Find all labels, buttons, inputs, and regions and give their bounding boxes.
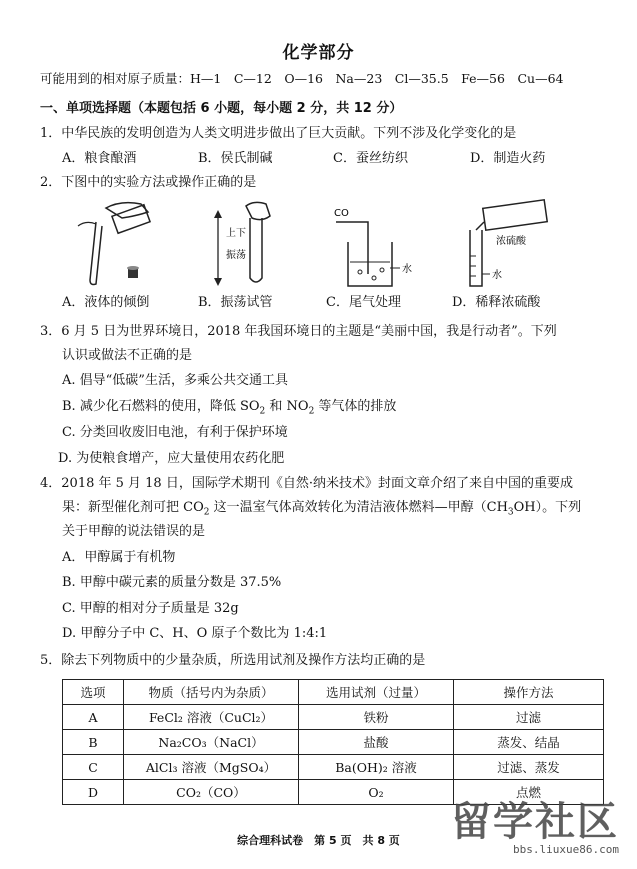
table-cell-reagent: O₂ — [299, 780, 454, 805]
q3-option-c: C. 分类回收废旧电池，有利于保护环境 — [62, 425, 288, 440]
table-cell-reagent: 盐酸 — [299, 730, 454, 755]
q3-stem-line2: 认识或做法不正确的是 — [62, 348, 193, 363]
q4-option-c: C. 甲醇的相对分子质量是 32g — [62, 601, 239, 616]
table-header-cell: 操作方法 — [454, 680, 604, 705]
watermark-text: 留学社区 — [451, 799, 619, 845]
q4-stem-line3: 关于甲醇的说法错误的是 — [62, 524, 206, 539]
page-footer: 综合理科试卷 第 5 页 共 8 页 — [237, 834, 400, 847]
q3-option-b: B. 减少化石燃料的使用，降低 $SO_2$ 和 $NO_2$ 等气体的排放 — [62, 399, 397, 417]
fig-b-label-updown: 上下 — [226, 228, 246, 239]
fig-c-water-label: 水 — [402, 264, 412, 275]
table-cell-option: D — [63, 780, 124, 805]
q1-option-c: C．蚕丝纺织 — [333, 151, 408, 166]
table-row — [63, 755, 604, 780]
figure-liquid-pouring — [66, 196, 166, 286]
q2-option-b: B．振荡试管 — [198, 295, 273, 310]
table-header-row — [63, 680, 604, 705]
figure-shaking-tube — [196, 196, 296, 288]
q5-stem: 5．除去下列物质中的少量杂质，所选用试剂及操作方法均正确的是 — [40, 653, 426, 668]
table-cell-reagent: 铁粉 — [299, 705, 454, 730]
table-cell-reagent: Ba(OH)₂ 溶液 — [299, 755, 454, 780]
table-cell-option: B — [63, 730, 124, 755]
fig-d-water-label: 水 — [492, 270, 502, 281]
table-cell-substance: CO₂（CO） — [124, 780, 299, 805]
table-header-cell: 物质（括号内为杂质） — [124, 680, 299, 705]
q2-option-c: C．尾气处理 — [326, 295, 401, 310]
q4-stem-line1: 4．2018 年 5 月 18 日，国际学术期刊《自然·纳米技术》封面文章介绍了来自中国的重要成 — [40, 476, 573, 491]
q4-option-a: A．甲醇属于有机物 — [62, 550, 176, 565]
page-title: 化学部分 — [282, 43, 355, 63]
table-row — [63, 705, 604, 730]
fig-d-acid-label: 浓硫酸 — [496, 236, 526, 247]
table-cell-substance: FeCl₂ 溶液（CuCl₂） — [124, 705, 299, 730]
table-header-cell: 选项 — [63, 680, 124, 705]
q2-option-d: D．稀释浓硫酸 — [452, 295, 541, 310]
table-cell-method: 点燃 — [454, 780, 604, 805]
watermark-url: bbs.liuxue86.com — [513, 843, 619, 856]
q1-option-a: A．粮食酿酒 — [62, 151, 137, 166]
q4-stem-line2: 果：新型催化剂可把 $CO_2$ 这一温室气体高效转化为清洁液体燃料—甲醇$(CH_3OH)$。下列 — [62, 500, 582, 518]
q2-stem: 2．下图中的实验方法或操作正确的是 — [40, 175, 257, 190]
table-cell-method: 蒸发、结晶 — [454, 730, 604, 755]
table-cell-method: 过滤、蒸发 — [454, 755, 604, 780]
q1-option-d: D．制造火药 — [470, 151, 546, 166]
figure-dilute-acid — [448, 196, 568, 292]
table-row — [63, 730, 604, 755]
table-cell-method: 过滤 — [454, 705, 604, 730]
fig-c-gas-label: CO — [334, 208, 349, 219]
section-heading: 一、单项选择题（本题包括 6 小题，每小题 2 分，共 12 分） — [40, 101, 403, 116]
fig-b-label-shake: 振荡 — [226, 250, 246, 261]
q3-option-a: A. 倡导“低碳”生活，多乘公共交通工具 — [62, 373, 288, 388]
q1-option-b: B．侯氏制碱 — [198, 151, 273, 166]
figure-tail-gas — [326, 196, 436, 288]
q3-option-d: D. 为使粮食增产，应大量使用农药化肥 — [58, 451, 285, 466]
q5-table — [62, 679, 604, 805]
table-cell-substance: Na₂CO₃（NaCl） — [124, 730, 299, 755]
q2-option-a: A．液体的倾倒 — [62, 295, 150, 310]
table-cell-option: C — [63, 755, 124, 780]
table-cell-option: A — [63, 705, 124, 730]
atomic-masses: 可能用到的相对原子质量：H—1 C—12 O—16 Na—23 Cl—35.5 Fe—56 Cu—64 — [40, 71, 564, 86]
q4-option-b: B. 甲醇中碳元素的质量分数是 37.5% — [62, 575, 282, 590]
q3-stem-line1: 3．6 月 5 日为世界环境日，2018 年我国环境日的主题是“美丽中国，我是行动者”。下列 — [40, 324, 557, 339]
table-header-cell: 选用试剂（过量） — [299, 680, 454, 705]
q4-option-d: D. 甲醇分子中 C、H、O 原子个数比为 1:4:1 — [62, 626, 328, 641]
table-cell-substance: AlCl₃ 溶液（MgSO₄） — [124, 755, 299, 780]
q1-stem: 1．中华民族的发明创造为人类文明进步做出了巨大贡献。下列不涉及化学变化的是 — [40, 126, 517, 141]
